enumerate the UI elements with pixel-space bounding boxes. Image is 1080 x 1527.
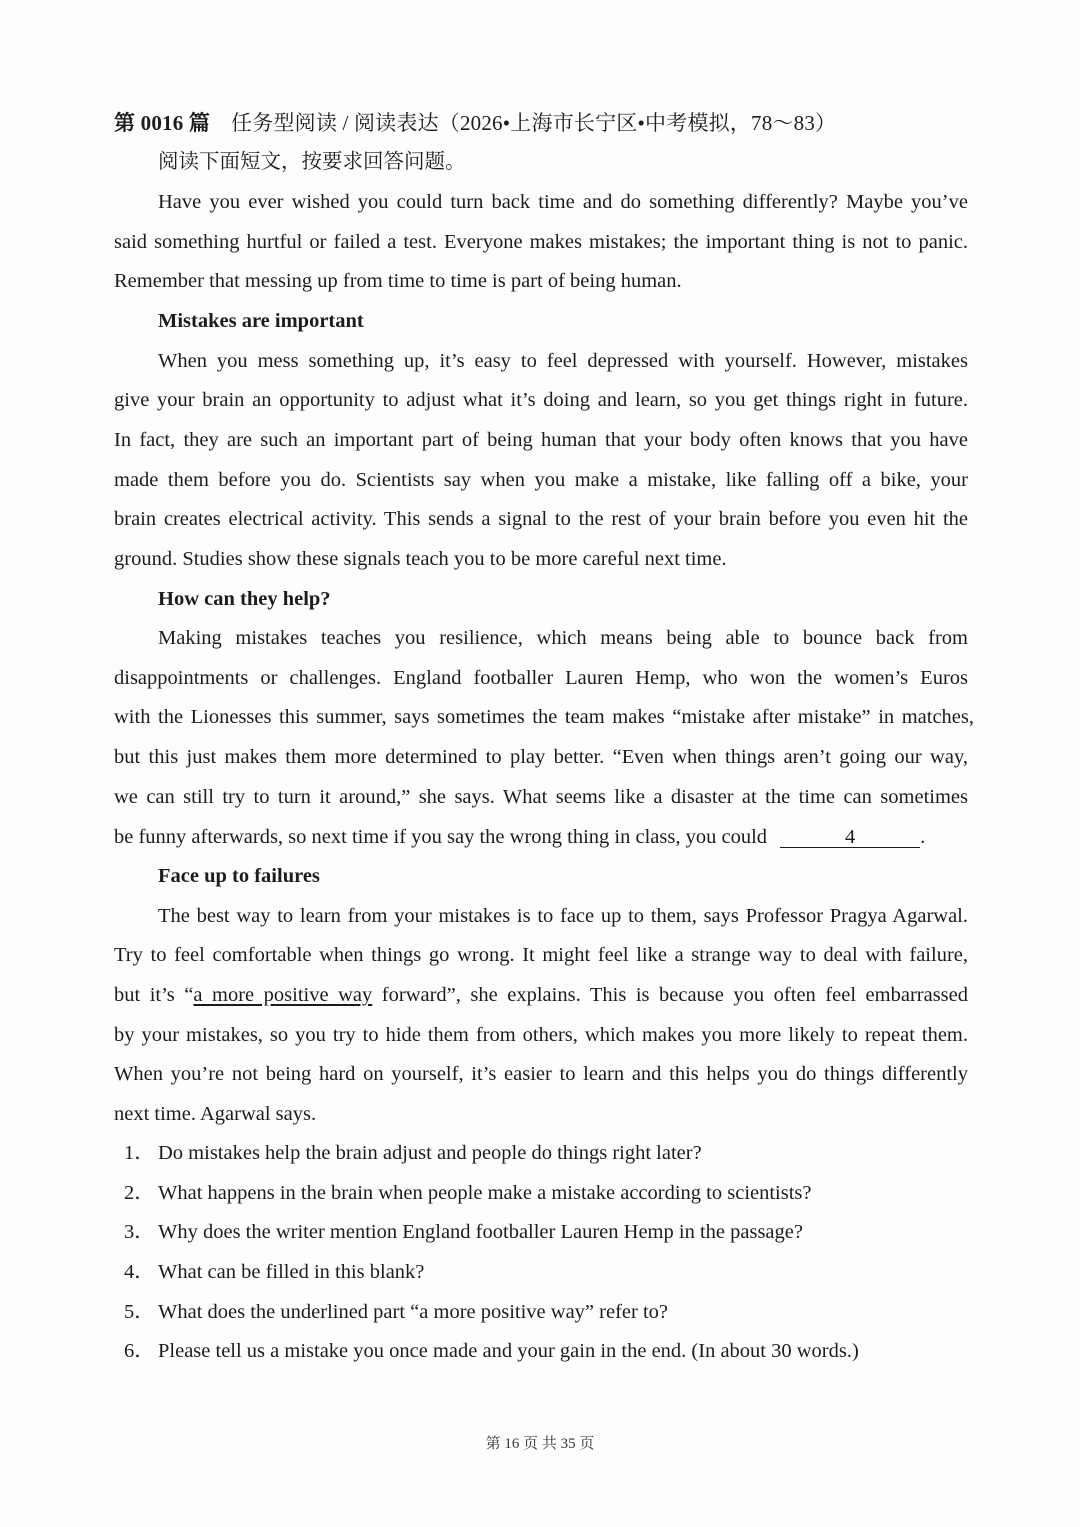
paragraph-4-line-1: The best way to learn from your mistakes is to face up to them, says Professor Pragya Agarwal. [158, 905, 968, 927]
question-text: What does the underlined part “a more positive way” refer to? [158, 1301, 669, 1323]
exercise-header [114, 110, 968, 136]
question-text: What happens in the brain when people make a mistake according to scientists? [158, 1182, 812, 1204]
section-heading-1: Mistakes are important [158, 310, 364, 332]
paragraph-3-line-5: we can still try to turn it around,” she says. What seems like a disaster at the time can sometimes [114, 786, 968, 808]
section-heading-2: How can they help? [158, 588, 331, 610]
exercise-number: 第 0016 篇 [114, 111, 211, 135]
question-text: Please tell us a mistake you once made and your gain in the end. (In about 30 words.) [158, 1340, 859, 1362]
answer-blank-4[interactable]: 4 [780, 827, 920, 848]
question-number: 1． [124, 1142, 155, 1164]
paragraph-1-line-1: Have you ever wished you could turn back time and do something differently? Maybe you’ve [158, 191, 968, 213]
paragraph-2-line-6: ground. Studies show these signals teach you to be more careful next time. [114, 548, 727, 570]
question-number: 5． [124, 1301, 155, 1323]
paragraph-4-line-3-end: forward”, she explains. This is because you often feel embarrassed [372, 984, 969, 1006]
paragraph-4-line-3-start: but it’s “ [114, 984, 194, 1006]
underlined-phrase: a more positive way [193, 984, 373, 1006]
question-number: 2． [124, 1182, 155, 1204]
paragraph-2-line-4: made them before you do. Scientists say when you make a mistake, like falling off a bike, your [114, 469, 968, 491]
paragraph-2-line-5: brain creates electrical activity. This sends a signal to the rest of your brain before you even hit the [114, 508, 968, 530]
paragraph-3-line-3: with the Lionesses this summer, says sometimes the team makes “mistake after mistake” in matches, [114, 706, 974, 728]
question-number: 3． [124, 1221, 155, 1243]
section-heading-3: Face up to failures [158, 865, 320, 887]
question-number: 6． [124, 1340, 155, 1362]
paragraph-1-line-3: Remember that messing up from time to time is part of being human. [114, 270, 682, 292]
paragraph-4-line-6: next time. Agarwal says. [114, 1103, 317, 1125]
paragraph-2-line-3: In fact, they are such an important part of being human that your body often knows that you have [114, 429, 968, 451]
paragraph-4-line-3 [114, 982, 968, 1008]
instruction-text: 阅读下面短文，按要求回答问题。 [158, 151, 466, 173]
paragraph-2-line-2: give your brain an opportunity to adjust what it’s doing and learn, so you get things right in future. [114, 389, 968, 411]
paragraph-3-line-4: but this just makes them more determined to play better. “Even when things aren’t going our way, [114, 746, 968, 768]
question-text: Why does the writer mention England footballer Lauren Hemp in the passage? [158, 1221, 803, 1243]
paragraph-3-line-6-text: be funny afterwards, so next time if you say the wrong thing in class, you could [114, 826, 768, 848]
paragraph-4-line-2: Try to feel comfortable when things go wrong. It might feel like a strange way to deal with failure, [114, 944, 968, 966]
sentence-period: . [920, 826, 926, 848]
question-text: Do mistakes help the brain adjust and people do things right later? [158, 1142, 702, 1164]
paragraph-1-line-2: said something hurtful or failed a test. Everyone makes mistakes; the important thing is not to panic. [114, 231, 968, 253]
paragraph-3-line-6 [114, 824, 968, 850]
question-number: 4． [124, 1261, 155, 1283]
paragraph-2-line-1: When you mess something up, it’s easy to feel depressed with yourself. However, mistakes [158, 350, 968, 372]
exercise-title: 任务型阅读 / 阅读表达（2026•上海市长宁区•中考模拟，78～83） [231, 111, 837, 135]
paragraph-4-line-4: by your mistakes, so you try to hide them from others, which makes you more likely to repeat them. [114, 1024, 968, 1046]
paragraph-3-line-2: disappointments or challenges. England footballer Lauren Hemp, who won the women’s Euros [114, 667, 968, 689]
page-footer: 第 16 页 共 35 页 [485, 1436, 595, 1452]
paragraph-3-line-1: Making mistakes teaches you resilience, which means being able to bounce back from [158, 627, 968, 649]
paragraph-4-line-5: When you’re not being hard on yourself, it’s easier to learn and this helps you do things differently [114, 1063, 968, 1085]
question-text: What can be filled in this blank? [158, 1261, 425, 1283]
